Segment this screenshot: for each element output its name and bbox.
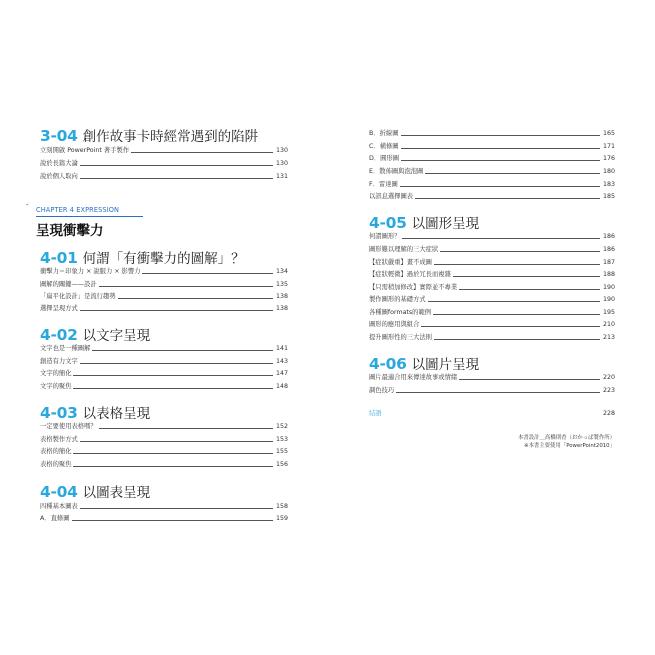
chapter-tag: CHAPTER 4 EXPRESSION [36,206,120,214]
toc-entry [369,140,615,151]
entry-label: B．折線圖 [369,130,399,137]
entry-label: E．散佈圖與泡泡圖 [369,168,424,175]
section-title-4-03 [40,402,288,422]
leader-line [80,508,273,509]
leader-line [440,251,600,252]
design-credit [518,434,615,450]
section-number: 3-04 [40,127,78,145]
toc-entry [369,256,615,267]
entry-page: 130 [275,147,288,154]
leader-line [80,165,273,166]
leader-line [401,148,600,149]
leader-line [73,375,272,376]
entry-label: 一定要使用表格嗎？ [40,423,97,430]
section-name: 以表格呈現 [82,406,151,422]
section-title-3-04 [40,125,288,145]
entry-page: 159 [275,515,288,522]
toc-entry [40,445,288,456]
entry-label: A．直條圖 [40,515,70,522]
entry-label: 圖解的關鍵——設計 [40,281,97,288]
leader-line [402,238,599,239]
leader-line [80,310,273,311]
entry-label: 說於長篇大論 [40,160,78,167]
section-number: 4-03 [40,404,78,422]
entry-label: 以訊息選擇圖表 [369,193,414,200]
leader-line [401,135,600,136]
section-number: 4-04 [40,483,78,501]
leader-line [421,326,600,327]
section-title-4-02 [40,324,288,344]
leader-line [434,264,600,265]
entry-page: 190 [602,296,615,303]
toc-entry [369,127,615,138]
entry-label: 創造有力文字 [40,358,78,365]
leader-line [459,289,600,290]
entry-label: 表格的簡化 [40,448,72,455]
entry-page: 188 [602,271,615,278]
leader-line [428,301,600,302]
leader-line [99,428,273,429]
entry-page: 186 [602,233,615,240]
leader-line [433,314,600,315]
entry-page: 148 [275,383,288,390]
entry-page: 176 [602,155,615,162]
entry-page: 152 [275,423,288,430]
entry-page: 155 [275,448,288,455]
leader-line [396,392,600,393]
entry-label: 【只需稍加修改】實際並不專業 [369,284,458,291]
leader-line [73,466,272,467]
section-number: 4-01 [40,249,78,267]
section-title-4-04 [40,481,288,501]
entry-label: 立刻開啟 PowerPoint 著手製作 [40,147,130,154]
entry-label: 【症狀嚴重】畫不成圖 [369,259,432,266]
toc-entry [369,230,615,241]
toc-entry [369,318,615,329]
toc-entry [40,265,288,276]
toc-entry [40,512,288,523]
entry-label: 表格的聚焦 [40,461,72,468]
entry-page: 147 [275,370,288,377]
entry-page: 186 [602,246,615,253]
toc-entry [40,420,288,431]
toc-entry [369,165,615,176]
leader-line [415,198,600,199]
entry-label: 調色技巧 [369,387,395,394]
toc-entry [40,290,288,301]
entry-label: 圖形的應用與組合 [369,321,420,328]
leader-line [80,178,273,179]
toc-entry [40,433,288,444]
toc-entry [40,458,288,469]
entry-page: 134 [275,268,288,275]
section-number: 4-05 [369,214,407,232]
entry-page: 153 [275,436,288,443]
entry-page: 185 [602,193,615,200]
entry-label: 選擇呈現方式 [40,305,78,312]
section-title-4-06 [369,353,615,373]
entry-page: 180 [602,168,615,175]
entry-label: 「扁平化設計」是流行趨勢 [40,293,116,300]
leader-line [400,186,600,187]
entry-page: 130 [275,160,288,167]
entry-label: 提升圖形性的三大法則 [369,334,432,341]
toc-entry [40,500,288,511]
entry-page: 190 [602,284,615,291]
section-name: 創作故事卡時經常遇到的陷阱 [82,129,259,145]
section-title-4-05 [369,212,615,232]
toc-entry [369,331,615,342]
toc-entry [369,190,615,201]
section-name: 以圖片呈現 [411,357,480,373]
entry-label: 文字的簡化 [40,370,72,377]
leader-line [80,441,273,442]
entry-label: 各種圖formats的範例 [369,309,432,316]
toc-entry [40,380,288,391]
dash-mark: - [26,201,29,209]
toc-entry [369,371,615,382]
entry-page: 183 [602,181,615,188]
entry-label: D．圓形圖 [369,155,400,162]
section-name: 何謂「有衝擊力的圖解」？ [82,251,245,267]
entry-label: F．雷達圖 [369,181,398,188]
toc-entry [369,293,615,304]
section-name: 以圖形呈現 [411,216,480,232]
entry-page: 138 [275,293,288,300]
credit-line: 本書設計＿高橋則香（おかっぱ製作所） [517,435,615,441]
leader-line [142,273,273,274]
leader-line [425,173,600,174]
toc-entry [40,170,288,181]
entry-label: 圖形難以理解的三大症狀 [369,246,439,253]
entry-page: 143 [275,358,288,365]
section-title-4-01 [40,247,288,267]
entry-label: 衝擊力＝印象力 × 說服力 × 影響力 [40,268,141,275]
leader-line [73,453,272,454]
entry-label: 圖片最適合用來傳達故事或情緒 [369,374,458,381]
entry-page: 171 [602,143,615,150]
entry-page: 210 [602,321,615,328]
toc-entry [369,152,615,163]
postscript-page: 228 [602,410,615,417]
entry-page: 131 [275,173,288,180]
toc-entry [369,178,615,189]
entry-label: 何謂圖形？ [369,233,401,240]
entry-page: 187 [602,259,615,266]
entry-label: 文字也是一種圖解 [40,345,91,352]
toc-entry [40,157,288,168]
entry-page: 156 [275,461,288,468]
toc-entry [40,144,288,155]
entry-page: 138 [275,305,288,312]
entry-page: 158 [275,503,288,510]
entry-page: 165 [602,130,615,137]
credit-note: ※本書主要使用「PowerPoint2010」 [523,443,615,449]
toc-entry [369,243,615,254]
leader-line [459,379,600,380]
toc-entry [369,268,615,279]
entry-page: 141 [275,345,288,352]
leader-line [72,520,273,521]
leader-line [80,363,273,364]
toc-entry [369,306,615,317]
section-number: 4-02 [40,326,78,344]
section-name: 以圖表呈現 [82,485,151,501]
toc-entry [369,281,615,292]
entry-page: 135 [275,281,288,288]
entry-label: 說於個人取向 [40,173,78,180]
leader-line [73,388,272,389]
entry-label: 文字的聚焦 [40,383,72,390]
chapter-title: 呈現衝擊力 [36,223,104,239]
entry-label: 四種基本圖表 [40,503,78,510]
entry-page: 223 [602,387,615,394]
leader-line [92,350,273,351]
entry-label: 【症狀輕微】過於冗長而複雜 [369,271,451,278]
toc-entry [40,302,288,313]
entry-page: 213 [602,334,615,341]
entry-page: 220 [602,374,615,381]
entry-page: 195 [602,309,615,316]
section-name: 以文字呈現 [82,328,151,344]
toc-entry [40,278,288,289]
leader-line [401,160,600,161]
postscript-entry [369,406,615,417]
toc-entry [369,384,615,395]
toc-entry [40,355,288,366]
leader-line [453,276,600,277]
entry-label: 表格製作方式 [40,436,78,443]
postscript-label: 結語 [369,410,382,417]
entry-label: 製作圖形的基礎方式 [369,296,426,303]
toc-entry [40,367,288,378]
section-number: 4-06 [369,355,407,373]
leader-line [434,339,600,340]
chapter-divider [36,216,143,217]
leader-line [131,152,273,153]
toc-entry [40,342,288,353]
entry-label: C．橫條圖 [369,143,399,150]
leader-line [99,286,273,287]
leader-line [118,298,273,299]
